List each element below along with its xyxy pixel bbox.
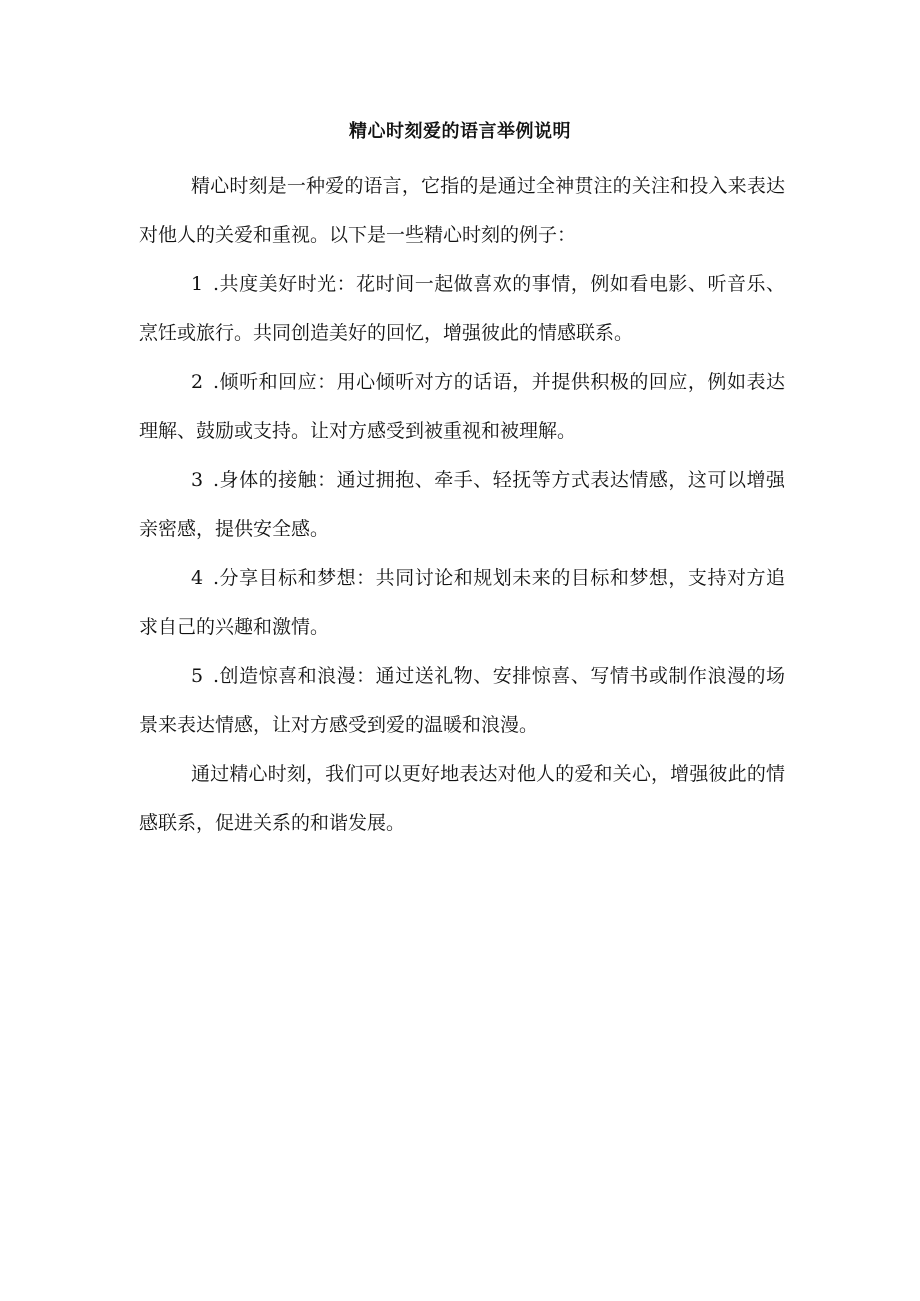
- item-number: 2: [191, 371, 204, 393]
- item-text: .身体的接触：通过拥抱、牵手、轻抚等方式表达情感，这可以增强亲密感，提供安全感。: [139, 469, 785, 540]
- document-body: [139, 162, 785, 848]
- item-text: .倾听和回应：用心倾听对方的话语，并提供积极的回应，例如表达理解、鼓励或支持。让对方感受到被重视和被理解。: [139, 371, 785, 442]
- conclusion-paragraph: 通过精心时刻，我们可以更好地表达对他人的爱和关心，增强彼此的情感联系，促进关系的和谐发展。: [139, 763, 785, 834]
- list-item: [139, 456, 785, 554]
- item-text: .共度美好时光：花时间一起做喜欢的事情，例如看电影、听音乐、烹饪或旅行。共同创造美好的回忆，增强彼此的情感联系。: [139, 273, 785, 344]
- document-title: 精心时刻爱的语言举例说明: [349, 121, 571, 142]
- item-text: .创造惊喜和浪漫：通过送礼物、安排惊喜、写情书或制作浪漫的场景来表达情感，让对方感受到爱的温暖和浪漫。: [139, 665, 785, 736]
- item-number: 4: [191, 567, 204, 589]
- item-text: .分享目标和梦想：共同讨论和规划未来的目标和梦想，支持对方追求自己的兴趣和激情。: [139, 567, 785, 638]
- item-number: 1: [191, 273, 204, 295]
- intro-paragraph: 精心时刻是一种爱的语言，它指的是通过全神贯注的关注和投入来表达对他人的关爱和重视。以下是一些精心时刻的例子：: [139, 175, 785, 246]
- list-item: [139, 260, 785, 358]
- list-item: [139, 652, 785, 750]
- item-number: 5: [191, 665, 204, 687]
- item-number: 3: [191, 469, 204, 491]
- list-item: [139, 554, 785, 652]
- list-item: [139, 358, 785, 456]
